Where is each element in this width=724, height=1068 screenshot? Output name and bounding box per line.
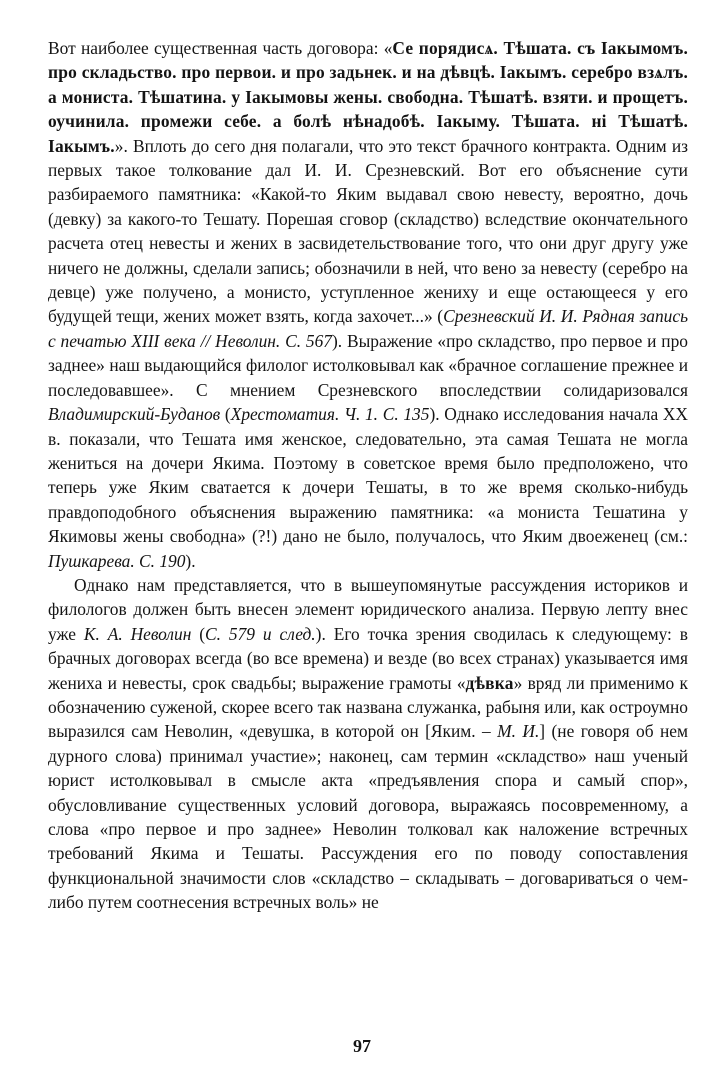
body-text: ). Выражение «про складство, про первое и про заднее» наш выдающийся филолог истолковывал как «брачное соглашение прежнее и последовавшее». С мнением Срезневского впоследствии солидаризовался: [48, 330, 688, 400]
citation-text: М. И.: [497, 721, 540, 742]
paragraph-1: [48, 36, 688, 573]
citation-text: Пушкарева. С. 190: [48, 550, 186, 571]
old-slavonic-quote: Се порядисѧ. Тѣшата. съ Iакымомъ. про складьство. про первои. и про задьнек. и на дѣвцѣ. Iакымъ. серебро взѧлъ. а мониста. Тѣшатина. у Iакымовы жены. свободна. Тѣшатѣ. взяти. и прощетъ. оучинила. промежи себе. а болѣ нѣнадобѣ. Iакыму. Тѣшата. нi Тѣшатѣ. Iакымъ.: [48, 38, 688, 156]
citation-text: Хрестоматия. Ч. 1. С. 135: [230, 404, 430, 425]
old-slavonic-quote: дѣвка: [465, 672, 514, 693]
page-number: 97: [353, 1036, 371, 1056]
citation-text: Владимирский-Буданов: [48, 404, 221, 425]
document-page: [48, 36, 688, 915]
body-text: Однако нам представляется, что в вышеупомянутые рассуждения историков и филологов должен быть внесен элемент юридического анализа. Первую лепту внес уже: [48, 574, 688, 644]
body-text: (: [191, 623, 206, 644]
body-text: (: [220, 404, 231, 425]
body-text: ). Его точка зрения сводилась к следующему: в брачных договорах всегда (во все времена) и везде (во всех странах) указывается имя жениха и невесты, срок свадьбы; выражение грамоты «: [48, 623, 689, 693]
body-text: Вот наиболее существенная часть договора: «: [48, 38, 393, 58]
body-text: ». Вплоть до сего дня полагали, что это текст брачного контракта. Одним из первых такое толкование дал И. И. Срезневский. Вот его объяснение сути разбираемого памятника: «Какой-то Яким выдавал свою невесту, вероятно, дочь (девку) за какого-то Тешату. Порешая сговор (складство) вследствие окончательного расчета отец невесты и жених в засвидетельствование того, что они друг другу уже ничего не должны, сделали запись; обозначили в ней, что вено за невесту (серебро на девце) уже получено, а монисто, уступленное жениху и еще остающееся у его будущей тещи, жених может взять, когда захочет...» (: [48, 135, 688, 327]
paragraph-2: [48, 573, 688, 915]
citation-text: Срезневский И. И. Рядная запись с печатью XIII века // Неволин. С. 567: [48, 306, 688, 351]
citation-text: К. А. Неволин: [83, 623, 192, 644]
citation-text: С. 579 и след.: [205, 623, 316, 644]
body-text: » вряд ли применимо к обозначению суженой, скорее всего так названа служанка, рабыня или, как остроумно выразился сам Неволин, «девушка, в которой он [Яким. –: [48, 672, 688, 742]
body-text: ] (не говоря об нем дурного слова) принимал участие»; наконец, сам термин «складство» наш ученый юрист истолковывал в смысле акта «предъявления спора и самый спор», обусловливание существенных условий договора, выражаясь посовременному, а слова «про первое и про заднее» Неволин толковал как наложение встречных требований Якима и Тешаты. Рассуждения его по поводу сопоставления функциональной значимости слов «складство – складывать – договариваться о чем-либо путем соотнесения встречных воль» не: [48, 721, 689, 913]
body-text: ). Однако исследования начала XX в. показали, что Тешата имя женское, следовательно, эта самая Тешата не могла жениться на дочери Якима. Поэтому в советское время было предположено, что теперь уже Яким сватается к дочери Тешаты, в то же время сколько-нибудь правдоподобного объяснения выражению памятника: «а мониста Тешатина у Якимовы жены свободна» (?!) дано не было, получалось, что Яким двоеженец (см.:: [48, 404, 688, 547]
body-text: ).: [185, 550, 196, 571]
